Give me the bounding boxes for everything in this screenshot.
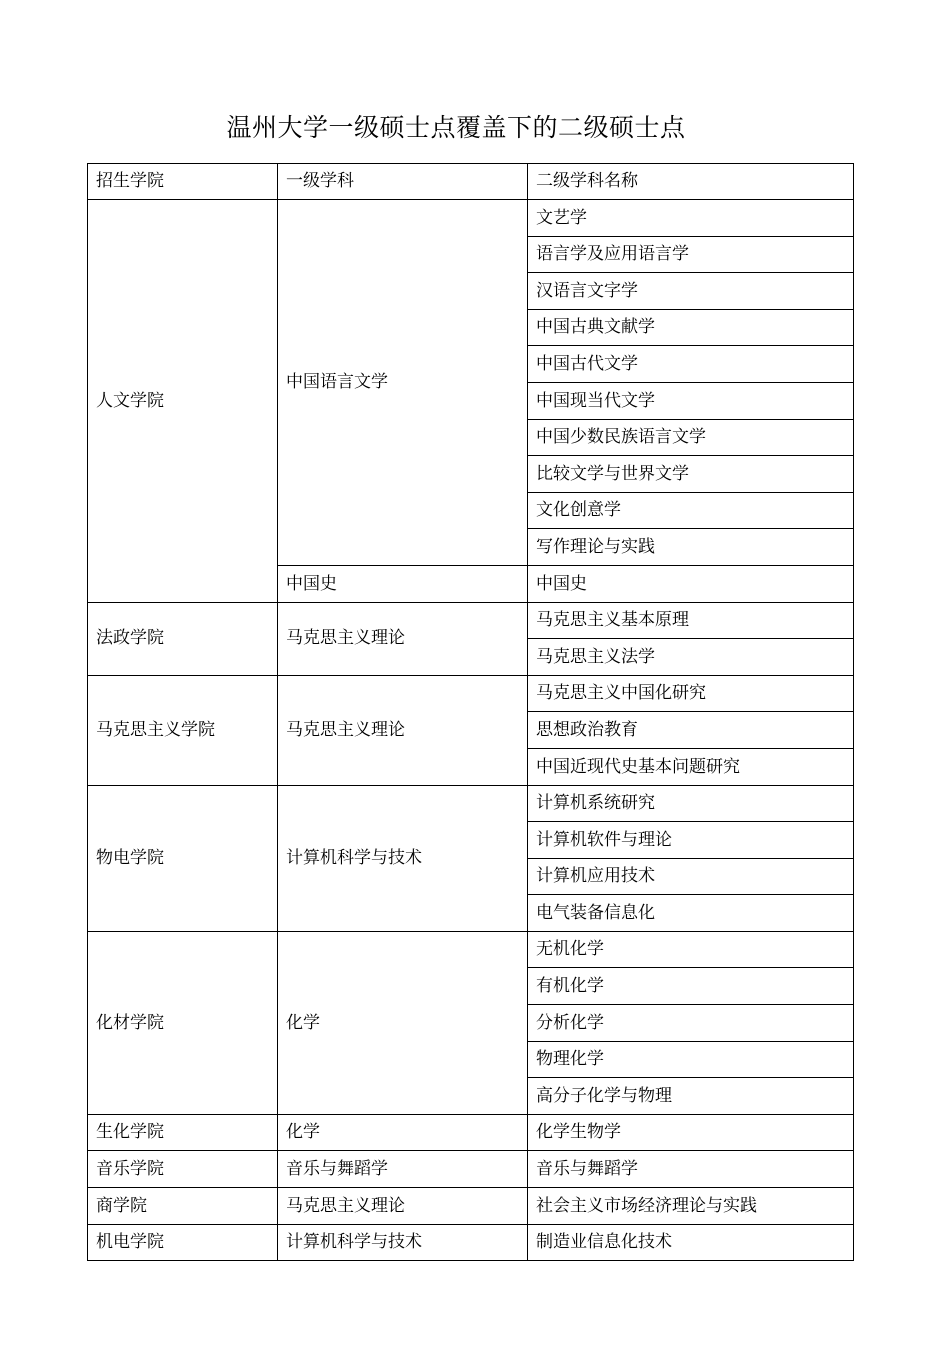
college-cell: 机电学院	[88, 1224, 278, 1261]
second-level-discipline-cell: 分析化学	[528, 1005, 854, 1042]
second-level-discipline-cell: 马克思主义法学	[528, 639, 854, 676]
table-row	[88, 1188, 854, 1225]
college-cell: 物电学院	[88, 785, 278, 931]
first-level-discipline-cell: 音乐与舞蹈学	[278, 1151, 528, 1188]
discipline-table	[87, 163, 854, 1261]
second-level-discipline-cell: 文艺学	[528, 200, 854, 237]
second-level-discipline-cell: 中国现当代文学	[528, 382, 854, 419]
second-level-discipline-cell: 计算机系统研究	[528, 785, 854, 822]
header-second-level-discipline: 二级学科名称	[528, 164, 854, 200]
first-level-discipline-cell: 中国语言文学	[278, 200, 528, 566]
table-row	[88, 675, 854, 712]
second-level-discipline-cell: 制造业信息化技术	[528, 1224, 854, 1261]
second-level-discipline-cell: 化学生物学	[528, 1114, 854, 1151]
table-row	[88, 785, 854, 822]
second-level-discipline-cell: 电气装备信息化	[528, 895, 854, 932]
college-cell: 商学院	[88, 1188, 278, 1225]
second-level-discipline-cell: 语言学及应用语言学	[528, 236, 854, 273]
second-level-discipline-cell: 思想政治教育	[528, 712, 854, 749]
document-title: 温州大学一级硕士点覆盖下的二级硕士点	[226, 113, 686, 142]
second-level-discipline-cell: 社会主义市场经济理论与实践	[528, 1188, 854, 1225]
college-cell: 人文学院	[88, 200, 278, 603]
second-level-discipline-cell: 物理化学	[528, 1041, 854, 1078]
second-level-discipline-cell: 马克思主义基本原理	[528, 602, 854, 639]
table-row	[88, 1114, 854, 1151]
first-level-discipline-cell: 计算机科学与技术	[278, 785, 528, 931]
second-level-discipline-cell: 马克思主义中国化研究	[528, 675, 854, 712]
first-level-discipline-cell: 马克思主义理论	[278, 1188, 528, 1225]
first-level-discipline-cell: 马克思主义理论	[278, 675, 528, 785]
first-level-discipline-cell: 化学	[278, 931, 528, 1114]
first-level-discipline-cell: 计算机科学与技术	[278, 1224, 528, 1261]
college-cell: 生化学院	[88, 1114, 278, 1151]
second-level-discipline-cell: 中国少数民族语言文学	[528, 419, 854, 456]
first-level-discipline-cell: 中国史	[278, 565, 528, 602]
table-row	[88, 931, 854, 968]
second-level-discipline-cell: 写作理论与实践	[528, 529, 854, 566]
college-cell: 马克思主义学院	[88, 675, 278, 785]
second-level-discipline-cell: 比较文学与世界文学	[528, 456, 854, 493]
second-level-discipline-cell: 文化创意学	[528, 492, 854, 529]
second-level-discipline-cell: 计算机应用技术	[528, 858, 854, 895]
college-cell: 化材学院	[88, 931, 278, 1114]
first-level-discipline-cell: 马克思主义理论	[278, 602, 528, 675]
college-cell: 音乐学院	[88, 1151, 278, 1188]
second-level-discipline-cell: 中国史	[528, 565, 854, 602]
second-level-discipline-cell: 中国古典文献学	[528, 309, 854, 346]
second-level-discipline-cell: 无机化学	[528, 931, 854, 968]
table-row	[88, 602, 854, 639]
college-cell: 法政学院	[88, 602, 278, 675]
table-row	[88, 200, 854, 237]
second-level-discipline-cell: 高分子化学与物理	[528, 1078, 854, 1115]
second-level-discipline-cell: 有机化学	[528, 968, 854, 1005]
table-header-row	[88, 164, 854, 200]
first-level-discipline-cell: 化学	[278, 1114, 528, 1151]
second-level-discipline-cell: 音乐与舞蹈学	[528, 1151, 854, 1188]
table-row	[88, 1224, 854, 1261]
second-level-discipline-cell: 中国近现代史基本问题研究	[528, 748, 854, 785]
second-level-discipline-cell: 中国古代文学	[528, 346, 854, 383]
table-body	[88, 164, 854, 1261]
second-level-discipline-cell: 汉语言文字学	[528, 273, 854, 310]
second-level-discipline-cell: 计算机软件与理论	[528, 822, 854, 859]
header-college: 招生学院	[88, 164, 278, 200]
table-row	[88, 1151, 854, 1188]
header-first-level-discipline: 一级学科	[278, 164, 528, 200]
